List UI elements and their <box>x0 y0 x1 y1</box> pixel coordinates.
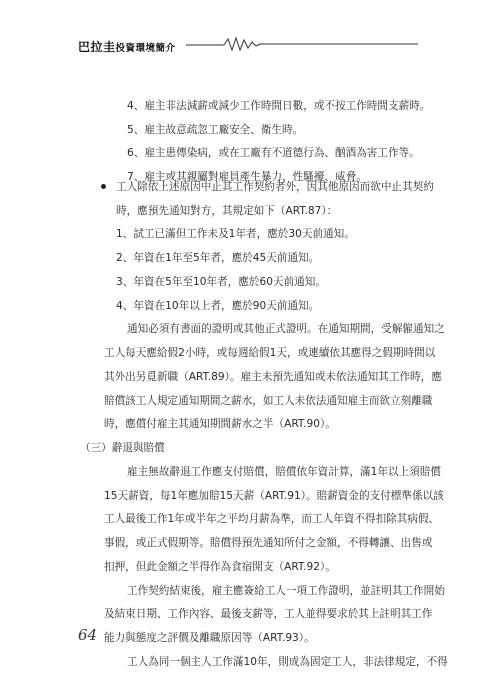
header-title-main: 巴拉圭 <box>78 40 116 54</box>
text-line: 時，應償付雇主其通知期間薪水之半（ART.90）。 <box>104 418 336 430</box>
text-line: 扣押，但此金額之半得作為食宿開支（ART.92）。 <box>104 561 336 573</box>
header-title <box>78 38 176 55</box>
text-line: 15天薪資，每1年應加賠15天薪（ART.91）。賠薪資金的支付標準係以該 <box>104 490 444 502</box>
text-line: 通知必須有書面的證明或其他正式證明。在通知期間，受解僱通知之 <box>127 323 445 335</box>
text-line: 2、年資在1年至5年者，應於45天前通知。 <box>116 252 320 264</box>
text-line: 7、雇主或其親屬對雇員產生暴力、性騷擾、威脅。 <box>127 171 367 183</box>
text-line: 4、年資在10年以上者，應於90天前通知。 <box>116 300 320 312</box>
page-header <box>0 0 480 70</box>
text-line: 4、雇主非法減薪或減少工作時間日數，或不按工作時間支薪時。 <box>127 100 431 112</box>
text-line: 工人為同一個主人工作滿10年，則成為固定工人，非法律規定，不得 <box>127 656 448 668</box>
text-line: 賠償該工人規定通知期間之薪水，如工人未依法通知雇主而欲立刻離職 <box>104 395 433 407</box>
text-line: 工人除依上述原因中止其工作契約者外，因其他原因而欲中止其契約 <box>116 181 434 193</box>
text-line: 事假，或正式假期等。賠償得預先通知所付之金額，不得轉讓、出售或 <box>104 537 433 549</box>
text-line: 雇主無故辭退工作應支付賠償，賠償依年資計算，滿1年以上須賠償 <box>127 466 441 478</box>
text-line: 3、年資在5年至10年者，應於60天前通知。 <box>116 276 326 288</box>
text-line: 其外出另覓新職（ART.89）。雇主未預先通知或未依法通知其工作時，應 <box>104 371 442 383</box>
text-line: 時，應預先通知對方，其規定如下（ART.87）： <box>116 205 338 217</box>
text-line: 工人最後工作1年或半年之平均月薪為準，而工人年資不得扣除其病假、 <box>104 513 440 525</box>
text-line: 1、試工已滿但工作未及1年者，應於30天前通知。 <box>116 228 355 240</box>
header-title-sub: 投資環境簡介 <box>115 43 176 54</box>
text-line: 5、雇主故意疏忽工廠安全、衛生時。 <box>127 124 304 136</box>
bullet-icon <box>101 184 106 189</box>
text-line: 工作契約結束後，雇主應簽給工人一項工作證明，並註明其工作開始 <box>127 585 445 597</box>
text-line: 能力與態度之評價及離職原因等（ART.93）。 <box>104 632 315 644</box>
text-line: 6、雇主患傳染病，或在工廠有不道德行為、酗酒為害工作等。 <box>127 147 420 159</box>
page-number: 64 <box>78 626 98 644</box>
header-pulse-line <box>186 36 418 52</box>
text-line: 工人每天應給假2小時，或每週給假1天，或連續依其應得之假期時間以 <box>104 347 436 359</box>
text-line: 及結束日期、工作內容、最後支薪等，工人並得要求於其上註明其工作 <box>104 608 433 620</box>
section-heading: （三）辭退與賠償 <box>80 442 165 454</box>
